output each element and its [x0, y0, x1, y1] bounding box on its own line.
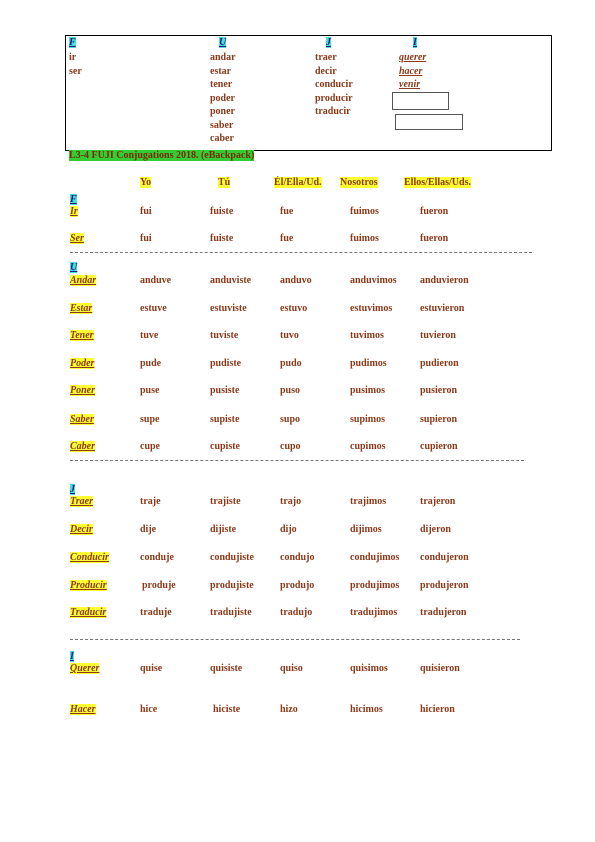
form-ellos: pusieron	[420, 385, 458, 396]
form-el: anduvo	[280, 275, 312, 286]
verb-item: poner	[210, 106, 235, 117]
form-ellos: trajeron	[420, 496, 456, 507]
header-ellos: Ellos/Ellas/Uds.	[404, 177, 471, 188]
row-verb: Querer	[70, 663, 100, 674]
form-el: trajo	[280, 496, 302, 507]
group-j-verbs	[315, 51, 353, 119]
verb-item: conducir	[315, 79, 353, 90]
row-verb: Traducir	[70, 607, 107, 618]
group-u-verbs	[210, 51, 236, 146]
row-verb: Ir	[70, 206, 78, 217]
form-el: produjo	[280, 580, 315, 591]
group-letter-u: U	[219, 37, 227, 48]
form-nosotros: pudimos	[350, 358, 387, 369]
group-i-verbs	[399, 51, 426, 92]
row-verb: Ser	[70, 233, 84, 244]
form-ellos: tradujeron	[420, 607, 467, 618]
form-tu: pusiste	[210, 385, 240, 396]
row-verb: Producir	[70, 580, 107, 591]
verb-item: estar	[210, 65, 232, 77]
form-ellos: dijeron	[420, 524, 451, 535]
form-ellos: pudieron	[420, 358, 459, 369]
form-tu: cupiste	[210, 441, 240, 452]
section-divider	[70, 252, 532, 253]
form-nosotros: cupimos	[350, 441, 386, 452]
verb-item: poder	[210, 92, 235, 104]
form-yo: traduje	[140, 607, 172, 618]
blank-box-2[interactable]	[395, 114, 463, 130]
form-nosotros: quisimos	[350, 663, 388, 674]
header-nosotros: Nosotros	[340, 177, 378, 188]
form-el: condujo	[280, 552, 315, 563]
row-verb: Tener	[70, 330, 94, 341]
header-el: Él/Ella/Ud.	[274, 177, 322, 188]
form-ellos: supieron	[420, 414, 458, 425]
form-nosotros: anduvimos	[350, 275, 397, 286]
form-yo: dije	[140, 524, 157, 535]
verb-item: saber	[210, 119, 234, 131]
form-yo: puse	[140, 385, 160, 396]
group-letter-j: J	[326, 37, 331, 48]
form-tu: condujiste	[210, 552, 254, 563]
form-yo: produje	[142, 580, 176, 591]
verb-item: traer	[315, 52, 337, 63]
form-yo: pude	[140, 358, 162, 369]
form-el: tuvo	[280, 330, 299, 341]
form-yo: cupe	[140, 441, 160, 452]
section-letter-j: J	[70, 484, 75, 495]
row-verb: Poner	[70, 385, 95, 396]
form-ellos: hicieron	[420, 704, 455, 715]
form-tu: produjiste	[210, 580, 254, 591]
form-el: puso	[280, 385, 301, 396]
verb-item: ir	[69, 52, 77, 63]
form-ellos: fueron	[420, 233, 449, 244]
group-letter-i: I	[413, 37, 417, 48]
row-verb: Conducir	[70, 552, 109, 563]
form-yo: tuve	[140, 330, 159, 341]
form-tu: supiste	[210, 414, 240, 425]
form-el: fue	[280, 233, 294, 244]
form-ellos: fueron	[420, 206, 449, 217]
form-el: cupo	[280, 441, 301, 452]
verb-item: traducir	[315, 106, 351, 117]
form-ellos: tuvieron	[420, 330, 456, 341]
section-letter-f: F	[70, 194, 77, 205]
form-el: estuvo	[280, 303, 308, 314]
form-tu: pudiste	[210, 358, 242, 369]
form-nosotros: hicimos	[350, 704, 383, 715]
summary-box	[65, 35, 552, 151]
form-nosotros: tradujimos	[350, 607, 398, 618]
form-ellos: quisieron	[420, 663, 460, 674]
form-el: tradujo	[280, 607, 313, 618]
form-tu: fuiste	[210, 206, 234, 217]
form-nosotros: fuimos	[350, 233, 379, 244]
document-title: L3-4 FUJI Conjugations 2018. (eBackpack)	[69, 150, 255, 161]
form-el: supo	[280, 414, 301, 425]
row-verb: Estar	[70, 303, 93, 314]
form-ellos: produjeron	[420, 580, 469, 591]
verb-item: tener	[210, 79, 233, 90]
section-letter-u: U	[70, 262, 78, 273]
form-el: quiso	[280, 663, 303, 674]
verb-item: venir	[399, 79, 421, 90]
form-nosotros: dijimos	[350, 524, 382, 535]
form-nosotros: estuvimos	[350, 303, 393, 314]
group-letter-f: F	[69, 37, 76, 48]
blank-box-1[interactable]	[392, 92, 449, 110]
form-el: pudo	[280, 358, 302, 369]
form-el: hizo	[280, 704, 298, 715]
form-nosotros: trajimos	[350, 496, 387, 507]
form-tu: tuviste	[210, 330, 239, 341]
form-ellos: condujeron	[420, 552, 469, 563]
form-yo: quise	[140, 663, 163, 674]
form-nosotros: fuimos	[350, 206, 379, 217]
form-tu: fuiste	[210, 233, 234, 244]
form-yo: anduve	[140, 275, 172, 286]
verb-item: producir	[315, 92, 353, 104]
form-yo: hice	[140, 704, 158, 715]
verb-item: querer	[399, 52, 427, 63]
form-tu: trajiste	[210, 496, 241, 507]
form-el: fue	[280, 206, 294, 217]
form-ellos: cupieron	[420, 441, 458, 452]
form-nosotros: tuvimos	[350, 330, 384, 341]
form-nosotros: pusimos	[350, 385, 386, 396]
verb-item: hacer	[399, 65, 423, 77]
form-tu: tradujiste	[210, 607, 252, 618]
section-letter-i: I	[70, 651, 74, 662]
header-yo: Yo	[140, 177, 152, 188]
form-yo: conduje	[140, 552, 174, 563]
section-divider	[70, 639, 520, 640]
form-nosotros: supimos	[350, 414, 386, 425]
form-yo: fui	[140, 233, 152, 244]
form-tu: anduviste	[210, 275, 252, 286]
row-verb: Caber	[70, 441, 95, 452]
form-tu: hiciste	[213, 704, 241, 715]
form-ellos: estuvieron	[420, 303, 465, 314]
verb-item: caber	[210, 133, 234, 144]
form-tu: dijiste	[210, 524, 237, 535]
row-verb: Andar	[70, 275, 97, 286]
verb-item: decir	[315, 65, 337, 77]
form-yo: estuve	[140, 303, 167, 314]
verb-item: ser	[69, 65, 82, 77]
form-nosotros: condujimos	[350, 552, 400, 563]
group-f-verbs	[69, 51, 82, 78]
section-divider	[70, 460, 524, 461]
form-yo: fui	[140, 206, 152, 217]
form-nosotros: produjimos	[350, 580, 400, 591]
form-tu: estuviste	[210, 303, 247, 314]
verb-item: andar	[210, 52, 236, 63]
row-verb: Poder	[70, 358, 95, 369]
header-tu: Tú	[218, 177, 231, 188]
row-verb: Hacer	[70, 704, 96, 715]
form-yo: traje	[140, 496, 161, 507]
form-el: dijo	[280, 524, 297, 535]
row-verb: Traer	[70, 496, 93, 507]
form-yo: supe	[140, 414, 160, 425]
form-ellos: anduvieron	[420, 275, 469, 286]
form-tu: quisiste	[210, 663, 243, 674]
row-verb: Saber	[70, 414, 94, 425]
row-verb: Decir	[70, 524, 93, 535]
